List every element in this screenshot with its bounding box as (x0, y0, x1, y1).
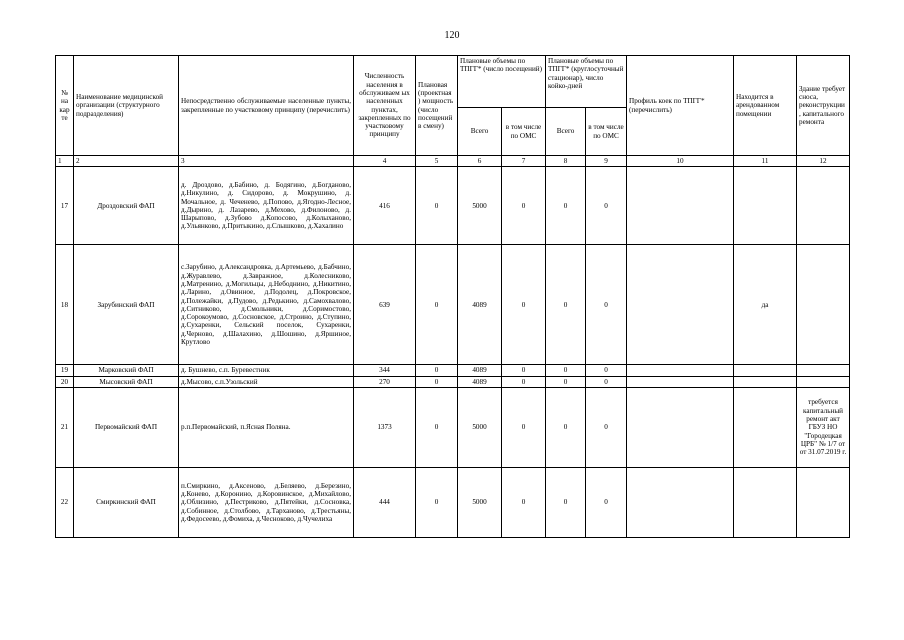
population: 270 (354, 376, 416, 387)
demolition (797, 245, 850, 365)
org-name: Марковский ФАП (74, 365, 179, 376)
demolition (797, 376, 850, 387)
rented (734, 365, 797, 376)
header-tpgg-visits: Плановые объемы по ТПГГ* (число посещений) (458, 56, 546, 108)
column-number: 2 (74, 156, 179, 167)
bed-profile (627, 245, 734, 365)
population: 639 (354, 245, 416, 365)
rented (734, 167, 797, 245)
org-name: Зарубинский ФАП (74, 245, 179, 365)
bed-profile (627, 376, 734, 387)
page-number: 120 (444, 30, 460, 41)
beds-oms: 0 (586, 365, 627, 376)
demolition (797, 167, 850, 245)
header-org: Наименование медицинской организации (структурного подразделения) (74, 56, 179, 156)
bed-profile (627, 467, 734, 537)
capacity: 0 (416, 167, 458, 245)
visits-total: 5000 (458, 467, 502, 537)
beds-total: 0 (546, 167, 586, 245)
column-number: 8 (546, 156, 586, 167)
header-rented: Находится в арендованном помещении (734, 56, 797, 156)
column-number: 10 (627, 156, 734, 167)
table-row (56, 376, 850, 387)
header-demolition: Здание требует сноса, реконструкции , капитального ремонта (797, 56, 850, 156)
column-number: 3 (179, 156, 354, 167)
rented: да (734, 245, 797, 365)
column-number: 7 (502, 156, 546, 167)
population: 444 (354, 467, 416, 537)
capacity: 0 (416, 245, 458, 365)
row-no: 17 (56, 167, 74, 245)
rented (734, 387, 797, 467)
visits-oms: 0 (502, 467, 546, 537)
table-row (56, 167, 850, 245)
demolition (797, 467, 850, 537)
bed-profile (627, 365, 734, 376)
demolition: требуется капитальный ремонт акт ГБУЗ НО "Городецкая ЦРБ" № 1/7 от от 31.07.2019 г. (797, 387, 850, 467)
bed-profile (627, 387, 734, 467)
column-number: 5 (416, 156, 458, 167)
header-row-1 (56, 56, 850, 108)
table-row (56, 467, 850, 537)
rented (734, 467, 797, 537)
header-population: Численность населения в обслуживаем ых населенных пунктах, закрепленных по участковому принципу (354, 56, 416, 156)
settlements: д.Мысово, с.п.Узольский (179, 376, 354, 387)
beds-total: 0 (546, 467, 586, 537)
rented (734, 376, 797, 387)
row-no: 21 (56, 387, 74, 467)
header-visits-oms: в том числе по ОМС (502, 108, 546, 156)
row-no: 18 (56, 245, 74, 365)
visits-total: 5000 (458, 387, 502, 467)
org-name: Мысовский ФАП (74, 376, 179, 387)
visits-total: 4089 (458, 365, 502, 376)
population: 416 (354, 167, 416, 245)
header-beds-oms: в том числе по ОМС (586, 108, 627, 156)
capacity: 0 (416, 467, 458, 537)
org-name: Дроздовский ФАП (74, 167, 179, 245)
visits-oms: 0 (502, 167, 546, 245)
demolition (797, 365, 850, 376)
row-no: 20 (56, 376, 74, 387)
visits-total: 4089 (458, 245, 502, 365)
column-number: 6 (458, 156, 502, 167)
header-beds-total: Всего (546, 108, 586, 156)
header-tpgg-beds: Плановые объемы по ТПГГ* (круглосуточный стационар), число койко-дней (546, 56, 627, 108)
bed-profile (627, 167, 734, 245)
column-number: 11 (734, 156, 797, 167)
header-profile: Профиль коек по ТПГГ* (перечислить) (627, 56, 734, 156)
beds-total: 0 (546, 245, 586, 365)
beds-total: 0 (546, 387, 586, 467)
beds-oms: 0 (586, 167, 627, 245)
table-row (56, 365, 850, 376)
org-name: Первомайский ФАП (74, 387, 179, 467)
visits-total: 4089 (458, 376, 502, 387)
capacity: 0 (416, 387, 458, 467)
settlements: д. Бушнево, с.п. Буревестник (179, 365, 354, 376)
column-number-row (56, 156, 850, 167)
beds-total: 0 (546, 376, 586, 387)
beds-oms: 0 (586, 467, 627, 537)
visits-total: 5000 (458, 167, 502, 245)
beds-oms: 0 (586, 387, 627, 467)
capacity: 0 (416, 365, 458, 376)
visits-oms: 0 (502, 376, 546, 387)
settlements: д. Дроздово, д.Бабино, д. Бодягино, д.Богданово, д.Никулино, д. Сидорово, д. Мокрушино, д. Мочальное, д. Чеченево, д.Попово, д.Ягодно-Лесное, д.Дырино, д. Лазарево, д.Мехово, д.Филоново, д. Шарыпово, д.Зубово д.Копосово, д.Колыханово, д.Ульянково, д.Притыкино, д.Слышково, д.Хахалино (179, 167, 354, 245)
column-number: 4 (354, 156, 416, 167)
org-name: Смиркинский ФАП (74, 467, 179, 537)
beds-total: 0 (546, 365, 586, 376)
column-number: 1 (56, 156, 74, 167)
header-capacity: Плановая (проектная ) мощность (число посещений в смену) (416, 56, 458, 156)
table-row (56, 245, 850, 365)
visits-oms: 0 (502, 365, 546, 376)
beds-oms: 0 (586, 376, 627, 387)
settlements: р.п.Первомайский, п.Ясная Поляна. (179, 387, 354, 467)
capacity: 0 (416, 376, 458, 387)
header-settlements: Непосредственно обслуживаемые населенные пункты, закрепленные по участковому принципу (перечислить) (179, 56, 354, 156)
row-no: 22 (56, 467, 74, 537)
beds-oms: 0 (586, 245, 627, 365)
population: 1373 (354, 387, 416, 467)
visits-oms: 0 (502, 245, 546, 365)
row-no: 19 (56, 365, 74, 376)
facilities-table (55, 55, 850, 538)
header-no: № на кар те (56, 56, 74, 156)
visits-oms: 0 (502, 387, 546, 467)
population: 344 (354, 365, 416, 376)
column-number: 12 (797, 156, 850, 167)
settlements: с.Зарубино, д.Александровка, д.Артемьево, д.Бабчино, д.Журавлево, д.Завражное, д.Колесниково, д.Матренино, д.Могильцы, д.Небоднино, д.Никитино, д.Ларино, д.Овинное, д.Подолец, д.Покровское, д.Полежайки, д.Пудово, д.Редькино, д.Самохвалово, д.Ситниково, д.Смольники, д.Соримостово, д.Сорокоумово, д.Сосновское, д.Строино, д.Ступино, д.Сухаренки, Сельский поселок, Сухаренки, д.Черново, д.Шалахино, д.Шошино, д.Яршиное, Крутлово (179, 245, 354, 365)
column-number: 9 (586, 156, 627, 167)
header-visits-total: Всего (458, 108, 502, 156)
table-row (56, 387, 850, 467)
settlements: п.Смиркино, д.Аксеново, д.Беляево, д.Березино, д.Конево, д.Коронино, д.Коровинское, д.Михайлово, д.Облизино, д.Пестриково, д.Пятейки, д.Сосновка, д.Собинное, д.Столбово, д.Тарханово, д.Трестьяны, д.Федосеево, д.Фомиха, д.Чесноково, д.Чучелиха (179, 467, 354, 537)
